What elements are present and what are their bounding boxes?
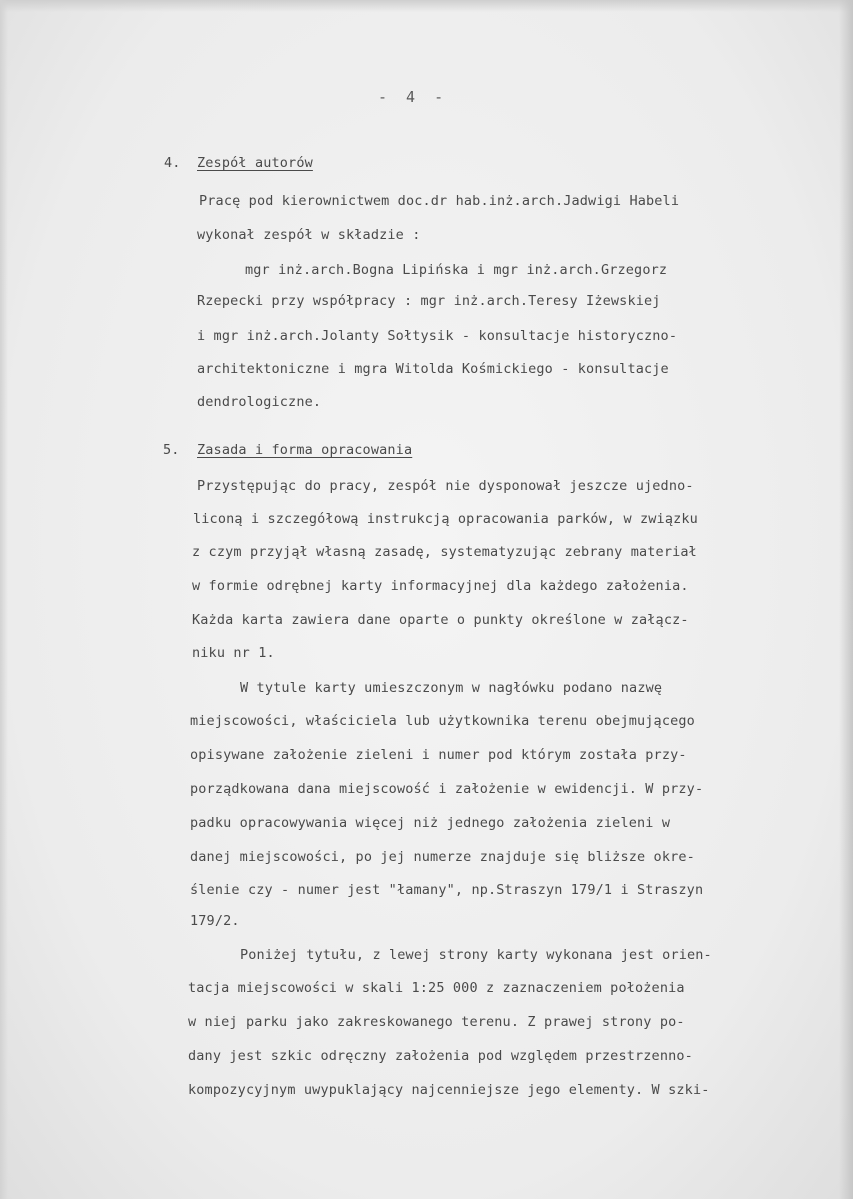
page-number: - 4 - [378,88,449,106]
paragraph-line: wykonał zespół w składzie : [197,227,421,243]
paragraph-line: liconą i szczegółową instrukcją opracowania parków, w związku [193,511,698,527]
paragraph-line: ślenie czy - numer jest "łamany", np.Straszyn 179/1 i Straszyn [190,882,704,898]
paragraph-line: 179/2. [190,913,240,929]
scan-edge-left [0,0,8,1199]
scan-edge-top [0,0,853,12]
paragraph-line: W tytule karty umieszczonym w nagłówku podano nazwę [240,680,663,696]
paragraph-line: tacja miejscowości w skali 1:25 000 z zaznaczeniem położenia [188,980,685,996]
paragraph-line: Każda karta zawiera dane oparte o punkty określone w załącz- [192,612,689,628]
section-number: 5. [163,442,180,458]
paragraph-line: Poniżej tytułu, z lewej strony karty wykonana jest orien- [240,947,712,963]
paragraph-line: dendrologiczne. [197,394,322,410]
section-number: 4. [164,155,181,171]
paragraph-line: architektoniczne i mgra Witolda Kośmickiego - konsultacje [197,361,669,377]
paragraph-line: opisywane założenie zieleni i numer pod którym została przy- [190,747,687,763]
scan-edge-right [839,0,853,1199]
paragraph-line: w niej parku jako zakreskowanego terenu. Z prawej strony po- [188,1014,685,1030]
paragraph-line: mgr inż.arch.Bogna Lipińska i mgr inż.arch.Grzegorz [245,262,668,278]
paragraph-line: danej miejscowości, po jej numerze znajduje się bliższe okre- [190,849,695,865]
paragraph-line: kompozycyjnym uwypuklający najcenniejsze jego elementy. W szki- [188,1082,710,1098]
paragraph-line: niku nr 1. [192,645,275,661]
paragraph-line: miejscowości, właściciela lub użytkownika terenu obejmującego [190,713,695,729]
paragraph-line: Przystępując do pracy, zespół nie dysponował jeszcze ujedno- [197,478,694,494]
paragraph-line: i mgr inż.arch.Jolanty Sołtysik - konsultacje historyczno- [197,328,678,344]
paragraph-line: Pracę pod kierownictwem doc.dr hab.inż.arch.Jadwigi Habeli [199,193,680,209]
section-heading: Zasada i forma opracowania [197,442,413,458]
paragraph-line: dany jest szkic odręczny założenia pod względem przestrzenno- [188,1048,693,1064]
paragraph-line: porządkowana dana miejscowość i założenie w ewidencji. W przy- [190,781,704,797]
section-heading: Zespół autorów [197,155,313,171]
paragraph-line: z czym przyjął własną zasadę, systematyzując zebrany materiał [192,544,697,560]
paragraph-line: padku opracowywania więcej niż jednego założenia zieleni w [190,815,671,831]
paragraph-line: w formie odrębnej karty informacyjnej dla każdego założenia. [192,578,689,594]
paragraph-line: Rzepecki przy współpracy : mgr inż.arch.Teresy Iżewskiej [197,293,661,309]
